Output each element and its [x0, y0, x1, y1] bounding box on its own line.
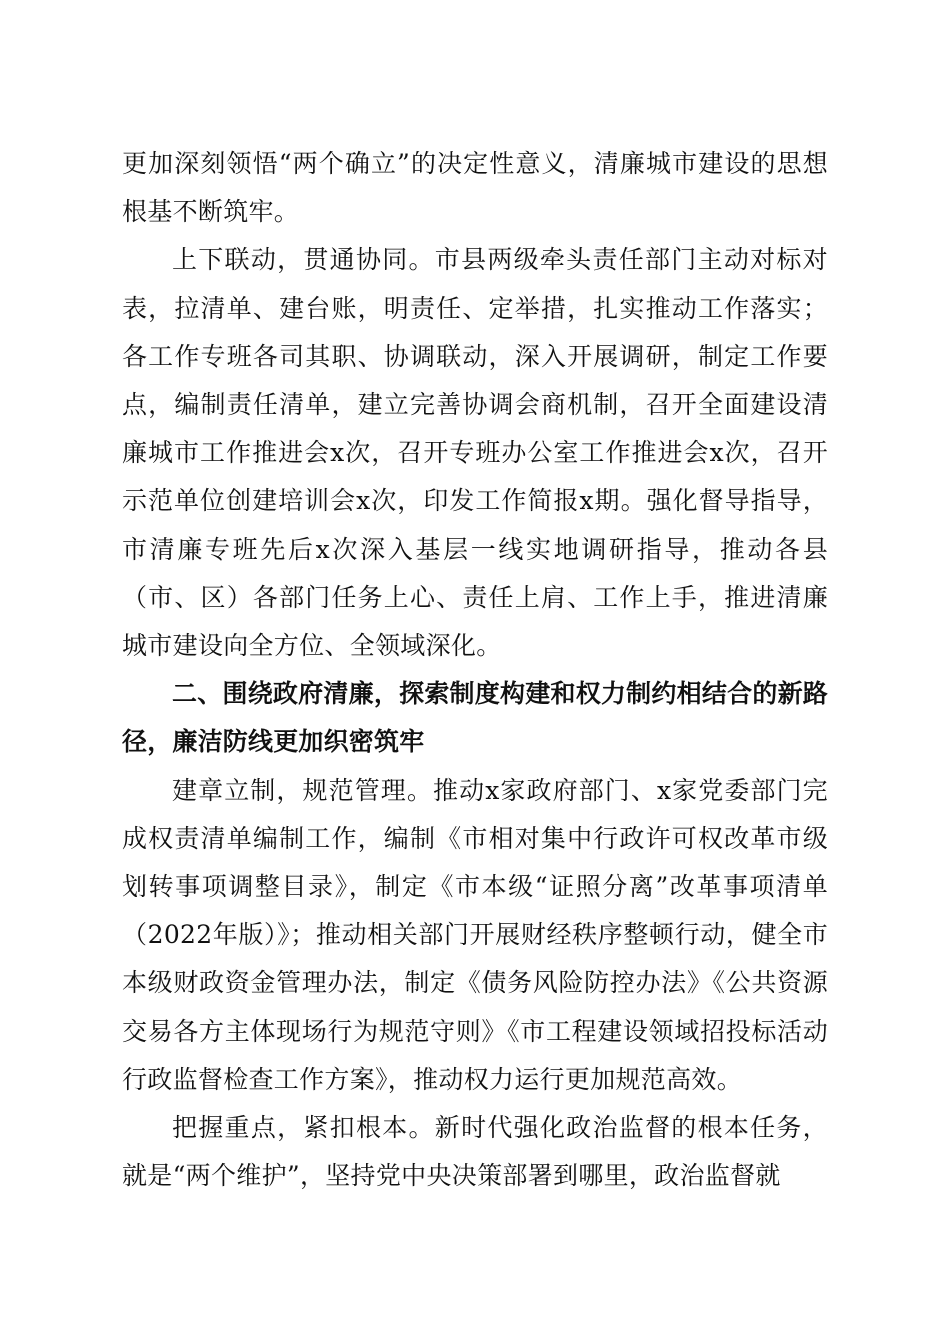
section-heading: 二、围绕政府清廉，探索制度构建和权力制约相结合的新路径，廉洁防线更加织密筑牢: [122, 679, 828, 757]
paragraph-regulation: 建章立制，规范管理。推动x家政府部门、x家党委部门完成权责清单编制工作，编制《市相对集中行政许可权改革市级划转事项调整目录》，制定《市本级“证照分离”改革事项清单（2022年版）》；推动相关部门开展财经秩序整顿行动，健全市本级财政资金管理办法，制定《债务风险防控办法》《公共资源交易各方主体现场行为规范守则》《市工程建设领域招投标活动行政监督检查工作方案》，推动权力运行更加规范高效。: [122, 775, 829, 1094]
paragraph-coordination: 上下联动，贯通协同。市县两级牵头责任部门主动对标对表，拉清单、建台账，明责任、定举措，扎实推动工作落实；各工作专班各司其职、协调联动，深入开展调研，制定工作要点，编制责任清单，建立完善协调会商机制，召开全面建设清廉城市工作推进会x次，召开专班办公室工作推进会x次，召开示范单位创建培训会x次，印发工作简报x期。强化督导指导，市清廉专班先后x次深入基层一线实地调研指导，推动各县（市、区）各部门任务上心、责任上肩、工作上手，推进清廉城市建设向全方位、全领域深化。: [122, 245, 828, 661]
paragraph-continuation: 更加深刻领悟“两个确立”的决定性意义，清廉城市建设的思想根基不断筑牢。: [122, 149, 828, 227]
paragraph-focus: 把握重点，紧扣根本。新时代强化政治监督的根本任务，就是“两个维护”，坚持党中央决策部署到哪里，政治监督就: [122, 1113, 828, 1191]
document-body: [122, 140, 828, 1200]
